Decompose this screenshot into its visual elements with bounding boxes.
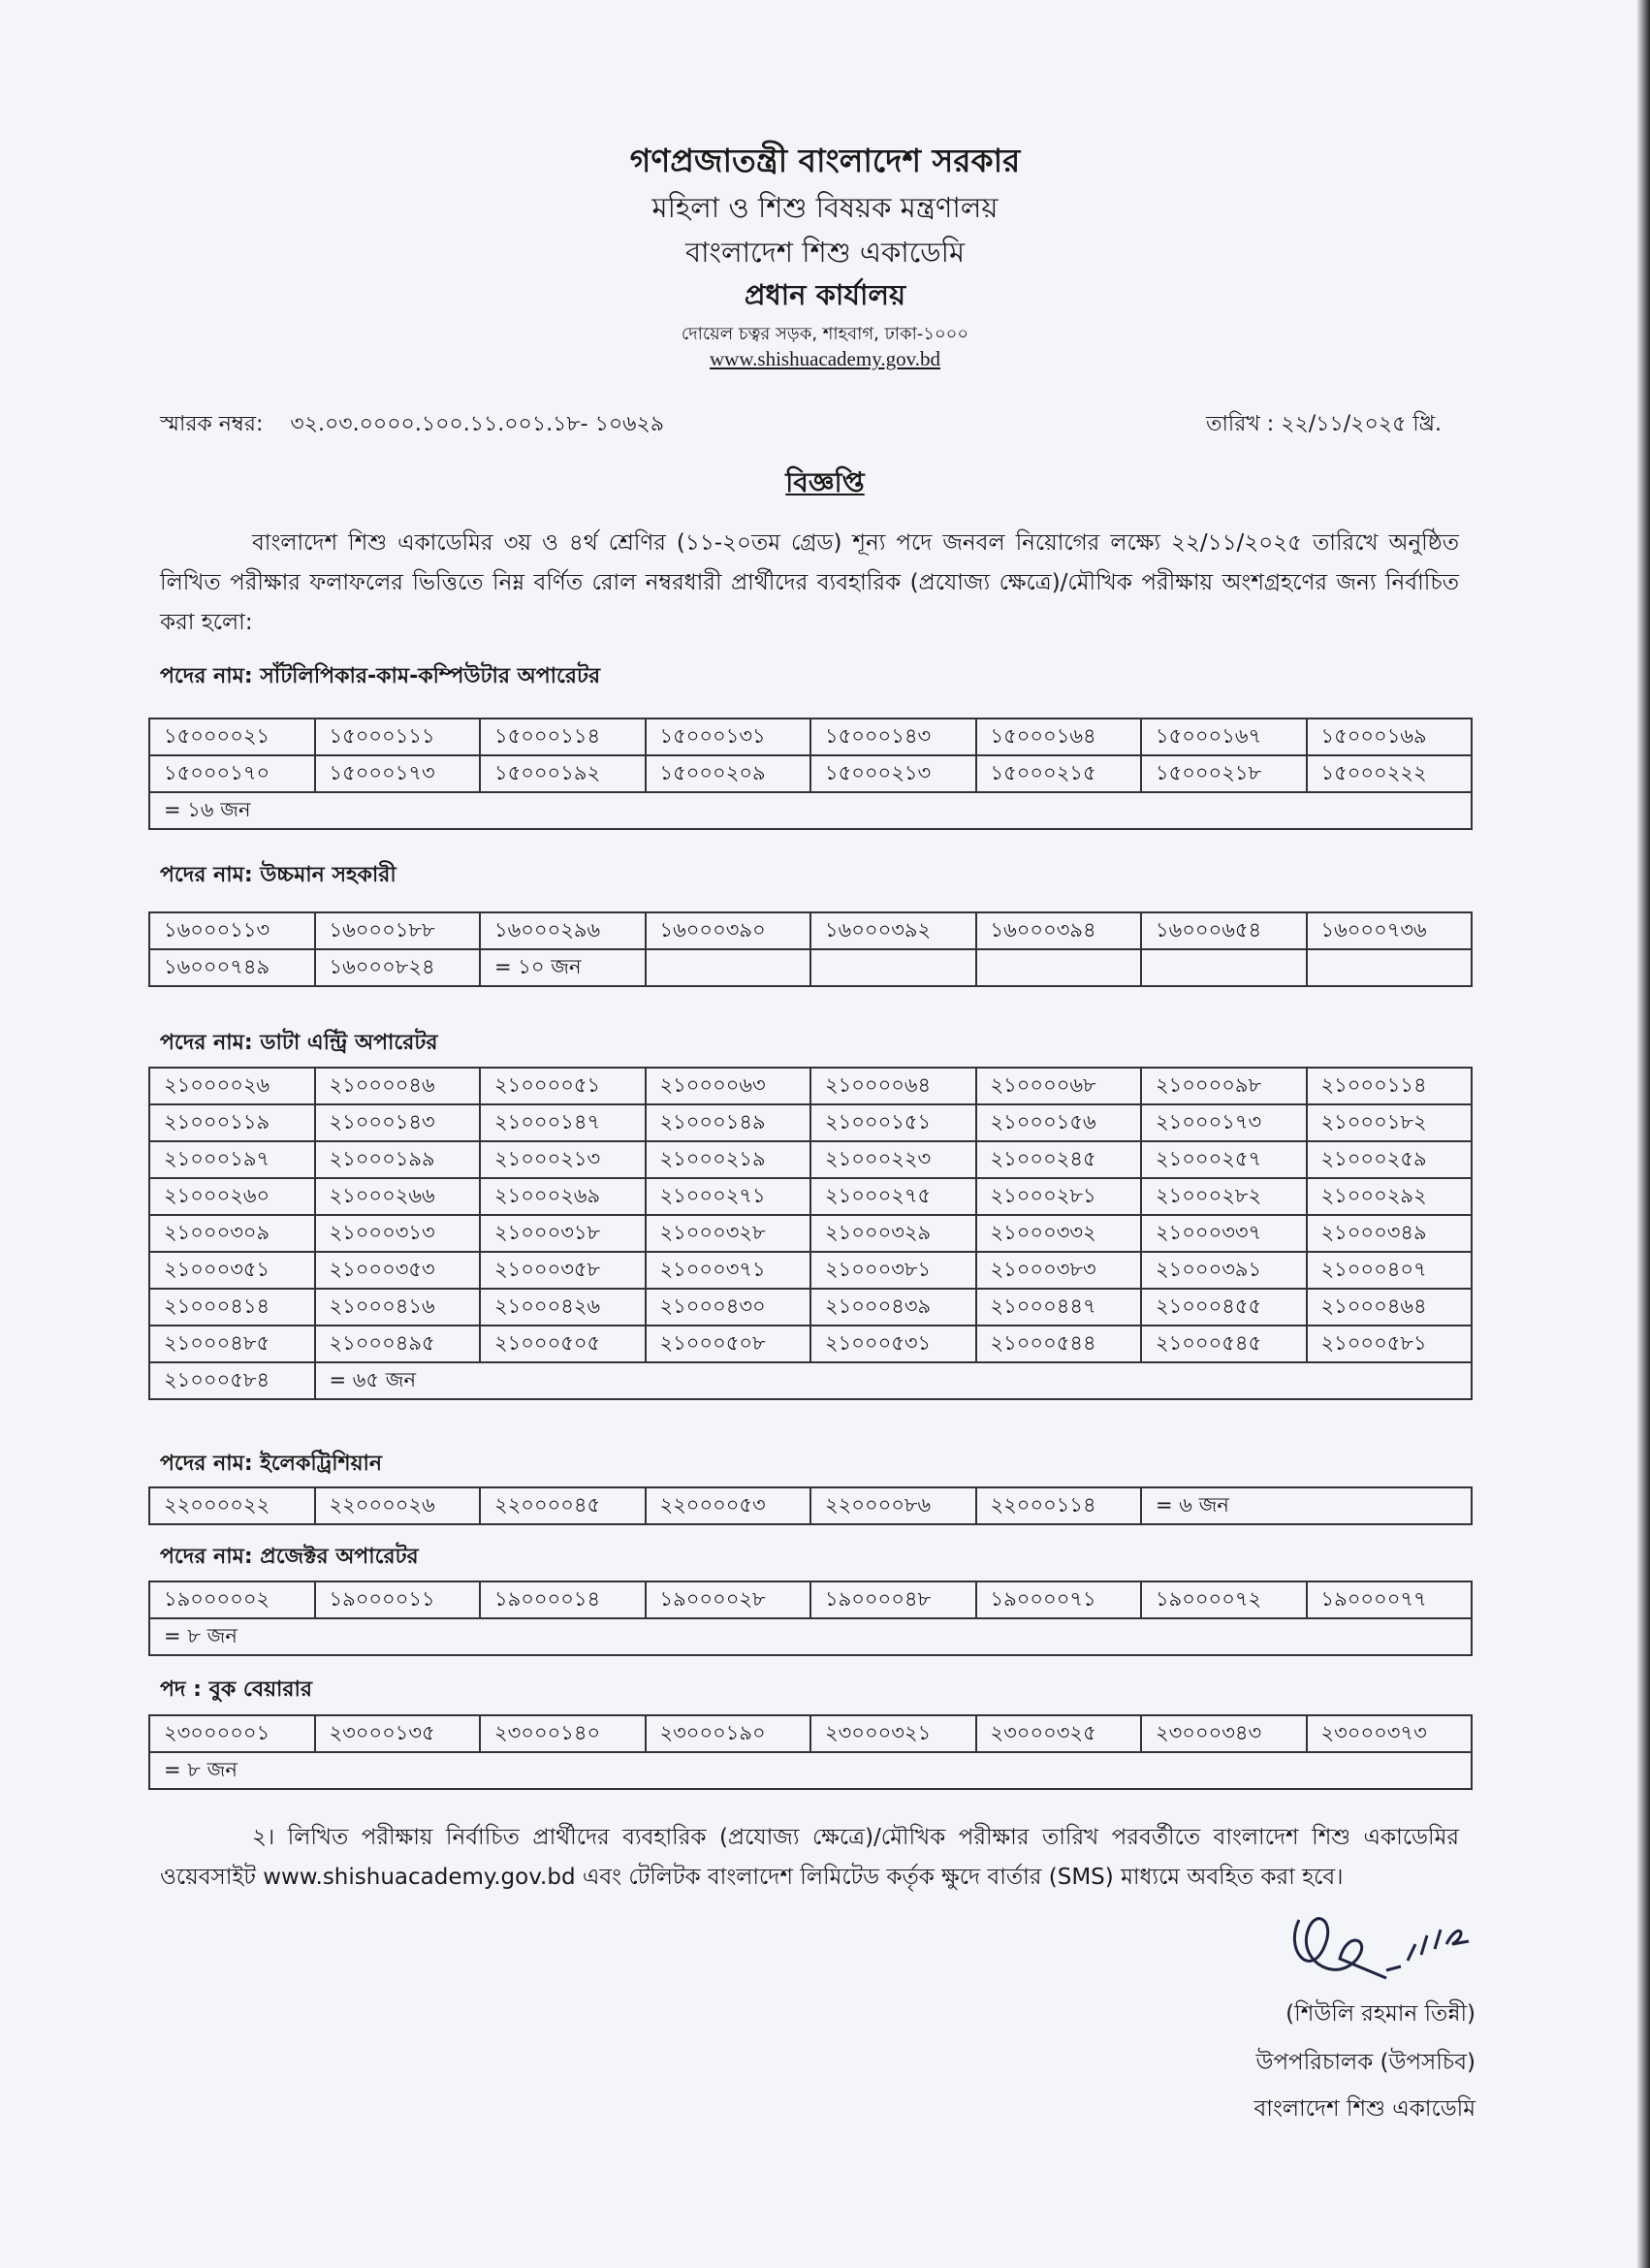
post-title: পদের নাম: ডাটা এন্ট্রি অপারেটর: [160, 1031, 438, 1055]
roll-number-cell: ১৫০০০২১৩: [810, 755, 976, 792]
notice-paragraph-2: [160, 1818, 1459, 1898]
roll-number-cell: ১৯০০০০৭২: [1141, 1581, 1307, 1618]
letterhead-government: গণপ্রজাতন্ত্রী বাংলাদেশ সরকার: [629, 142, 1021, 179]
roll-number-cell: ১৬০০০১১৩: [149, 912, 315, 949]
roll-number-cell: ২১০০০২৯২: [1307, 1178, 1473, 1215]
roll-number-cell: ২১০০০৪১৪: [149, 1289, 315, 1326]
roll-number-cell: ২১০০০২৬০: [149, 1178, 315, 1215]
candidate-count: = ৬৫ জন: [315, 1362, 1473, 1399]
roll-number-cell: ২১০০০৫৪৪: [976, 1326, 1142, 1362]
roll-number-cell: [810, 949, 976, 986]
roll-number-cell: ১৬০০০৩৯২: [810, 912, 976, 949]
notice-paragraph-1: [160, 524, 1459, 643]
roll-number-cell: ১৯০০০০০২: [149, 1581, 315, 1618]
roll-number-cell: ২২০০০০২২: [149, 1487, 315, 1524]
roll-number-cell: [646, 949, 811, 986]
candidate-count: = ১৬ জন: [149, 792, 1472, 829]
table-row: [149, 719, 1472, 755]
roll-number-table: [148, 718, 1473, 830]
table-row: [149, 1752, 1472, 1789]
roll-number-cell: ১৫০০০২১৫: [976, 755, 1142, 792]
table-row: [149, 1362, 1472, 1399]
table-row: [149, 1715, 1472, 1752]
signatory-organization: বাংলাদেশ শিশু একাডেমি: [1253, 2096, 1475, 2122]
roll-number-cell: ২১০০০৪০৭: [1307, 1252, 1473, 1289]
roll-number-cell: ১৫০০০২০৯: [646, 755, 811, 792]
roll-number-cell: ১৫০০০১৯২: [480, 755, 646, 792]
roll-number-cell: ১৯০০০০৭১: [976, 1581, 1142, 1618]
roll-number-cell: ২১০০০৪৪৭: [976, 1289, 1142, 1326]
letterhead-ministry: মহিলা ও শিশু বিষয়ক মন্ত্রণালয়: [651, 191, 999, 224]
roll-number-cell: ২১০০০২১৩: [480, 1141, 646, 1178]
roll-number-cell: ১৫০০০১৬৭: [1141, 719, 1307, 755]
roll-number-cell: ২১০০০৩৪৯: [1307, 1215, 1473, 1252]
roll-number-cell: ২১০০০৫০৫: [480, 1326, 646, 1362]
roll-number-cell: ১৫০০০২১৮: [1141, 755, 1307, 792]
roll-number-cell: ১৬০০০২৯৬: [480, 912, 646, 949]
roll-number-cell: ২১০০০৪৬৪: [1307, 1289, 1473, 1326]
roll-number-table: [148, 1714, 1473, 1790]
roll-number-cell: ২১০০০১১৯: [149, 1104, 315, 1141]
roll-number-cell: ১৬০০০৭৪৯: [149, 949, 315, 986]
roll-number-cell: ২১০০০২৫৯: [1307, 1141, 1473, 1178]
letterhead-organization: বাংলাদেশ শিশু একাডেমি: [684, 236, 966, 269]
roll-number-table: [148, 1486, 1473, 1525]
roll-number-cell: ১৫০০০১৭০: [149, 755, 315, 792]
roll-number-cell: ২১০০০৫৮১: [1307, 1326, 1473, 1362]
roll-number-cell: ২১০০০৩৩২: [976, 1215, 1142, 1252]
roll-number-cell: ২১০০০১৯৯: [315, 1141, 481, 1178]
roll-number-cell: ২২০০০০৫৩: [646, 1487, 811, 1524]
roll-number-cell: ২১০০০৩৫১: [149, 1252, 315, 1289]
roll-number-cell: ১৫০০০১৩১: [646, 719, 811, 755]
memo-date: তারিখ : ২২/১১/২০২৫ খ্রি.: [1206, 412, 1442, 436]
letterhead-website[interactable]: www.shishuacademy.gov.bd: [710, 347, 940, 370]
roll-number-cell: ২১০০০০৪৬: [315, 1068, 481, 1104]
table-row: [149, 1068, 1472, 1104]
signatory-name: (শিউলি রহমান তিন্নী): [1285, 2001, 1475, 2027]
roll-number-cell: ১৫০০০০২১: [149, 719, 315, 755]
table-row: [149, 1215, 1472, 1252]
table-row: [149, 1178, 1472, 1215]
candidate-count: = ১০ জন: [480, 949, 646, 986]
roll-number-cell: ২১০০০৪২৬: [480, 1289, 646, 1326]
roll-number-cell: ২১০০০৪৯৫: [315, 1326, 481, 1362]
roll-number-cell: ২৩০০০১৪০: [480, 1715, 646, 1752]
signature-scribble: [1280, 1891, 1512, 1997]
roll-number-cell: ২১০০০৩১৩: [315, 1215, 481, 1252]
roll-number-cell: ১৫০০০১১১: [315, 719, 481, 755]
roll-number-cell: ১৫০০০১৪৩: [810, 719, 976, 755]
memo-number: [160, 407, 664, 443]
table-row: [149, 1141, 1472, 1178]
roll-number-cell: ২১০০০২৫৭: [1141, 1141, 1307, 1178]
roll-number-cell: ২১০০০২৮২: [1141, 1178, 1307, 1215]
roll-number-cell: ২১০০০০৬৮: [976, 1068, 1142, 1104]
roll-number-cell: ২১০০০২৬৬: [315, 1178, 481, 1215]
roll-number-cell: ১৫০০০১৬৪: [976, 719, 1142, 755]
roll-number-cell: ২১০০০০৫১: [480, 1068, 646, 1104]
roll-number-cell: ১৬০০০৩৯৪: [976, 912, 1142, 949]
roll-number-cell: ২১০০০৫৩১: [810, 1326, 976, 1362]
roll-number-cell: [976, 949, 1142, 986]
roll-number-cell: ২১০০০৩০৯: [149, 1215, 315, 1252]
roll-number-cell: ২১০০০১৫১: [810, 1104, 976, 1141]
roll-number-cell: ২১০০০০৬৪: [810, 1068, 976, 1104]
roll-number-cell: ২৩০০০১৯০: [646, 1715, 811, 1752]
table-row: [149, 755, 1472, 792]
roll-number-cell: ২২০০০০৪৫: [480, 1487, 646, 1524]
post-title: পদের নাম: ইলেকট্রিশিয়ান: [160, 1452, 383, 1476]
roll-number-cell: ২১০০০১১৪: [1307, 1068, 1473, 1104]
roll-number-cell: ২১০০০১৭৩: [1141, 1104, 1307, 1141]
roll-number-cell: ২১০০০৫৪৫: [1141, 1326, 1307, 1362]
roll-number-cell: ২১০০০২৪৫: [976, 1141, 1142, 1178]
table-row: [149, 1487, 1472, 1524]
table-row: [149, 1326, 1472, 1362]
roll-number-cell: ২১০০০৪৩০: [646, 1289, 811, 1326]
roll-number-cell: ১৯০০০০৭৭: [1307, 1581, 1473, 1618]
roll-number-cell: ১৫০০০১১৪: [480, 719, 646, 755]
roll-number-cell: ২২০০০১১৪: [976, 1487, 1142, 1524]
roll-number-cell: ২১০০০৩৮১: [810, 1252, 976, 1289]
roll-number-cell: ১৬০০০১৮৮: [315, 912, 481, 949]
roll-number-cell: ২১০০০৫০৮: [646, 1326, 811, 1362]
roll-number-cell: ২১০০০২৮১: [976, 1178, 1142, 1215]
roll-number-cell: ১৬০০০৮২৪: [315, 949, 481, 986]
roll-number-cell: ২১০০০২১৯: [646, 1141, 811, 1178]
roll-number-cell: ১৫০০০২২২: [1307, 755, 1473, 792]
post-title: পদের নাম: উচ্চমান সহকারী: [160, 863, 397, 887]
roll-number-cell: ২২০০০০২৬: [315, 1487, 481, 1524]
post-title: পদের নাম: প্রজেক্টর অপারেটর: [160, 1545, 419, 1569]
roll-number-cell: ২৩০০০১৩৫: [315, 1715, 481, 1752]
table-row: [149, 1581, 1472, 1618]
memo-value: ৩২.০৩.০০০০.১০০.১১.০০১.১৮- ১০৬২৯: [290, 412, 665, 436]
roll-number-cell: [1307, 949, 1473, 986]
roll-number-cell: ২৩০০০৩৭৩: [1307, 1715, 1473, 1752]
roll-number-cell: ২৩০০০৩৪৩: [1141, 1715, 1307, 1752]
letterhead-address: দোয়েল চত্বর সড়ক, শাহবাগ, ঢাকা-১০০০: [681, 324, 969, 344]
roll-number-cell: ২১০০০৪৩৯: [810, 1289, 976, 1326]
table-row: [149, 949, 1472, 986]
roll-number-cell: ২১০০০৩৯১: [1141, 1252, 1307, 1289]
roll-number-cell: ২১০০০০২৬: [149, 1068, 315, 1104]
roll-number-cell: ২১০০০১৪৯: [646, 1104, 811, 1141]
roll-number-cell: ১৫০০০১৬৯: [1307, 719, 1473, 755]
candidate-count: = ৮ জন: [149, 1618, 1472, 1655]
roll-number-cell: ২১০০০১৫৬: [976, 1104, 1142, 1141]
roll-number-cell: ২২০০০০৮৬: [810, 1487, 976, 1524]
roll-number-cell: ২১০০০৪১৬: [315, 1289, 481, 1326]
table-row: [149, 1289, 1472, 1326]
roll-number-cell: ১৯০০০০৪৮: [810, 1581, 976, 1618]
roll-number-cell: ২১০০০৩৩৭: [1141, 1215, 1307, 1252]
roll-number-cell: ২১০০০৩৫৮: [480, 1252, 646, 1289]
roll-number-cell: ২১০০০১৯৭: [149, 1141, 315, 1178]
roll-number-cell: ২১০০০৩২৮: [646, 1215, 811, 1252]
roll-number-cell: ২১০০০৩৮৩: [976, 1252, 1142, 1289]
candidate-count: = ৮ জন: [149, 1752, 1472, 1789]
roll-number-cell: ২১০০০৫৮৪: [149, 1362, 315, 1399]
roll-number-cell: ২১০০০০৯৮: [1141, 1068, 1307, 1104]
roll-number-cell: ১৬০০০৩৯০: [646, 912, 811, 949]
post-title: পদের নাম: সাঁটলিপিকার-কাম-কম্পিউটার অপারেটর: [160, 664, 601, 688]
table-row: [149, 1252, 1472, 1289]
letterhead-office: প্রধান কার্যালয়: [744, 278, 906, 311]
roll-number-cell: ২১০০০৪৮৫: [149, 1326, 315, 1362]
roll-number-table: [148, 1581, 1473, 1656]
post-title: পদ : বুক বেয়ারার: [160, 1677, 312, 1702]
roll-number-cell: ২৩০০০৩২১: [810, 1715, 976, 1752]
roll-number-cell: ১৯০০০০১৪: [480, 1581, 646, 1618]
notice-title: বিজ্ঞপ্তি: [785, 466, 865, 498]
table-row: [149, 1618, 1472, 1655]
roll-number-cell: ১৫০০০১৭৩: [315, 755, 481, 792]
roll-number-cell: ২১০০০৩২৯: [810, 1215, 976, 1252]
roll-number-cell: ২১০০০৩১৮: [480, 1215, 646, 1252]
roll-number-table: [148, 911, 1473, 987]
roll-number-cell: ২১০০০৩৭১: [646, 1252, 811, 1289]
roll-number-cell: ২১০০০১৮২: [1307, 1104, 1473, 1141]
roll-number-table: [148, 1067, 1473, 1400]
roll-number-cell: [1141, 949, 1307, 986]
roll-number-cell: ১৬০০০৭৩৬: [1307, 912, 1473, 949]
roll-number-cell: ২১০০০১৪৩: [315, 1104, 481, 1141]
roll-number-cell: ২৩০০০৩২৫: [976, 1715, 1142, 1752]
signatory-designation: উপপরিচালক (উপসচিব): [1255, 2050, 1475, 2075]
roll-number-cell: ২১০০০২২৩: [810, 1141, 976, 1178]
paragraph-1-text: বাংলাদেশ শিশু একাডেমির ৩য় ও ৪র্থ শ্রেণির (১১-২০তম গ্রেড) শূন্য পদে জনবল নিয়োগের লক্ষ্যে ২২/১১/২০২৫ তারিখে অনুষ্ঠিত লিখিত পরীক্ষার ফলাফলের ভিত্তিতে নিম্ন বর্ণিত রোল নম্বরধারী প্রার্থীদের ব্যবহারিক (প্রযোজ্য ক্ষেত্রে)/মৌখিক পরীক্ষায় অংশগ্রহণের জন্য নির্বাচিত করা হলো:: [160, 530, 1459, 635]
roll-number-cell: ২১০০০৪৫৫: [1141, 1289, 1307, 1326]
candidate-count: = ৬ জন: [1141, 1487, 1472, 1524]
table-row: [149, 792, 1472, 829]
paragraph-2-text: ২। লিখিত পরীক্ষায় নির্বাচিত প্রার্থীদের ব্যবহারিক (প্রযোজ্য ক্ষেত্রে)/মৌখিক পরীক্ষার তারিখ পরবর্তীতে বাংলাদেশ শিশু একাডেমির ওয়েবসাইট www.shishuacademy.gov.bd এবং টেলিটক বাংলাদেশ লিমিটেড কর্তৃক ক্ষুদে বার্তার (SMS) মাধ্যমে অবহিত করা হবে।: [160, 1825, 1459, 1890]
roll-number-cell: ১৬০০০৬৫৪: [1141, 912, 1307, 949]
roll-number-cell: ২১০০০৩৫৩: [315, 1252, 481, 1289]
roll-number-cell: ২১০০০১৪৭: [480, 1104, 646, 1141]
roll-number-cell: ২১০০০২৭১: [646, 1178, 811, 1215]
roll-number-cell: ২১০০০০৬৩: [646, 1068, 811, 1104]
roll-number-cell: ২১০০০২৬৯: [480, 1178, 646, 1215]
roll-number-cell: ১৯০০০০২৮: [646, 1581, 811, 1618]
roll-number-cell: ২৩০০০০০১: [149, 1715, 315, 1752]
roll-number-cell: ১৯০০০০১১: [315, 1581, 481, 1618]
memo-label: স্মারক নম্বর:: [160, 412, 264, 436]
table-row: [149, 912, 1472, 949]
roll-number-cell: ২১০০০২৭৫: [810, 1178, 976, 1215]
table-row: [149, 1104, 1472, 1141]
